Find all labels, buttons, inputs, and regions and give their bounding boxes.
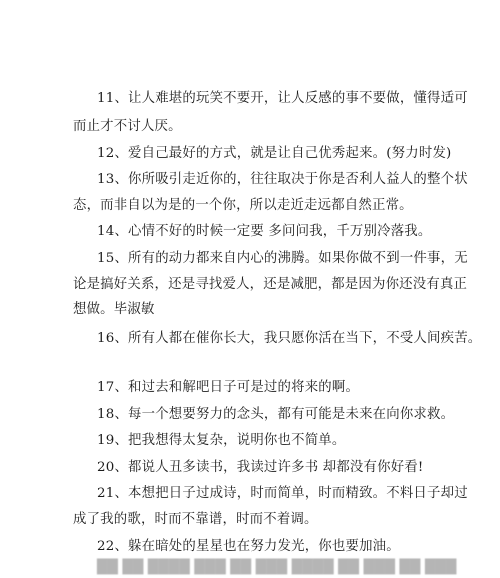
text-line: 14、心情不好的时候一定要 多问问我，千万别冷落我。	[97, 224, 432, 239]
text-line: 13、你所吸引走近你的，往往取决于你是否利人益人的整个状	[97, 172, 468, 187]
text-line: 15、所有的动力都来自内心的沸腾。如果你做不到一件事，无	[97, 251, 468, 266]
text-line: 论是搞好关系，还是寻找爱人，还是减肥，都是因为你还没有真正	[73, 277, 468, 292]
text-line: 而止才不讨人厌。	[73, 119, 182, 134]
text-line: 11、让人难堪的玩笑不要开，让人反感的事不要做，懂得适可	[97, 91, 468, 106]
text-line: 20、都说人丑多读书，我读过许多书 却都没有你好看!	[97, 460, 424, 475]
text-line: 成了我的歌，时而不靠谱，时而不着调。	[73, 512, 318, 527]
cut-off-text-line: ██ ██ ████ ███ ██ ███ ████ ██ ███ ██ ███	[97, 560, 457, 575]
text-line: 16、所有人都在催你长大，我只愿你活在当下，不受人间疾苦。	[97, 331, 482, 346]
text-line: 21、本想把日子过成诗，时而简单，时而精致。不料日子却过	[97, 486, 468, 501]
text-line: 22、躲在暗处的星星也在努力发光，你也要加油。	[97, 539, 400, 554]
text-line: 19、把我想得太复杂，说明你也不简单。	[97, 433, 346, 448]
text-line: 态，而非自以为是的一个你，所以走近走远都自然正常。	[73, 198, 413, 213]
text-line: 想做。毕淑敏	[73, 302, 155, 317]
text-line: 12、爱自己最好的方式，就是让自己优秀起来。(努力时发)	[97, 146, 452, 161]
text-line: 18、每一个想要努力的念头，都有可能是未来在向你求救。	[97, 407, 455, 422]
text-line: 17、和过去和解吧日子可是过的将来的啊。	[97, 380, 360, 395]
